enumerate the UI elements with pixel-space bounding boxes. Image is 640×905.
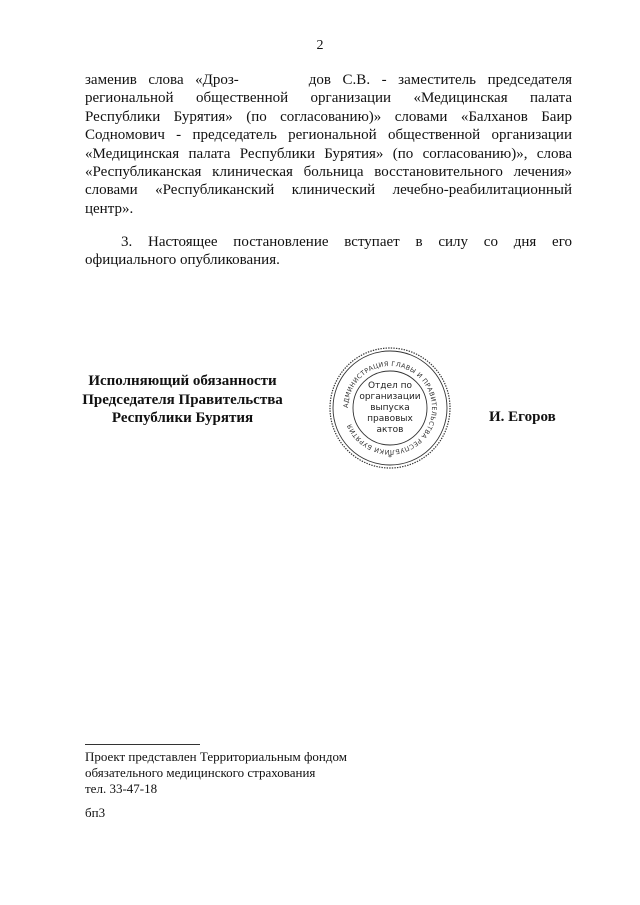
text-line: региональной общественной организации «Медицинская палата [85, 90, 572, 107]
footnote-divider [85, 744, 200, 745]
text-line: официального опубликования. [85, 252, 280, 269]
official-stamp [328, 346, 452, 470]
stamp-center-line: правовых [367, 414, 413, 424]
page-number: 2 [316, 38, 324, 53]
stamp-center-line: актов [376, 425, 404, 435]
text-line: центр». [85, 200, 134, 217]
text-line: заменив слова «Дроз- дов С.В. - заместитель председателя [85, 72, 572, 88]
signatory-title [80, 372, 285, 428]
text-line: Республики Бурятия» (по согласованию)» словами «Балханов Баир [85, 108, 572, 125]
signatory-name: И. Егоров [489, 409, 556, 425]
text-line: словами «Республиканский клинический лечебно-реабилитационный [85, 182, 572, 199]
text-line: «Республиканская клиническая больница восстановительного лечения» [85, 164, 572, 181]
footnote-line: Проект представлен Территориальным фондом [85, 749, 347, 764]
footnote-line: обязательного медицинского страхования [85, 765, 316, 780]
text-line: Соднoмович - председатель региональной общественной организации [85, 127, 572, 144]
signatory-title-line: Председателя Правительства [82, 391, 283, 408]
text-line: 3. Настоящее постановление вступает в силу со дня его [121, 234, 572, 250]
stamp-center-line: организации [359, 392, 421, 402]
signatory-title-line: Республики Бурятия [111, 410, 254, 426]
document-code: бп3 [85, 805, 106, 820]
footnote-line: тел. 33-47-18 [85, 781, 158, 796]
stamp-center-line: выпуска [370, 403, 410, 413]
stamp-ring-text: АДМИНИСТРАЦИЯ ГЛАВЫ И ПРАВИТЕЛЬСТВА РЕСПУБЛИКИ БУРЯТИЯ [341, 359, 439, 457]
text-line: «Медицинская палата Республики Бурятия» (по согласованию)», слова [85, 145, 572, 162]
signatory-title-line: Исполняющий обязанности [88, 373, 277, 389]
stamp-center-line: Отдел по [367, 381, 413, 391]
footnote [85, 749, 347, 797]
body-paragraph-effective-date [85, 233, 572, 270]
body-paragraph-amendment [85, 71, 572, 218]
stamp-star: * [388, 453, 392, 462]
